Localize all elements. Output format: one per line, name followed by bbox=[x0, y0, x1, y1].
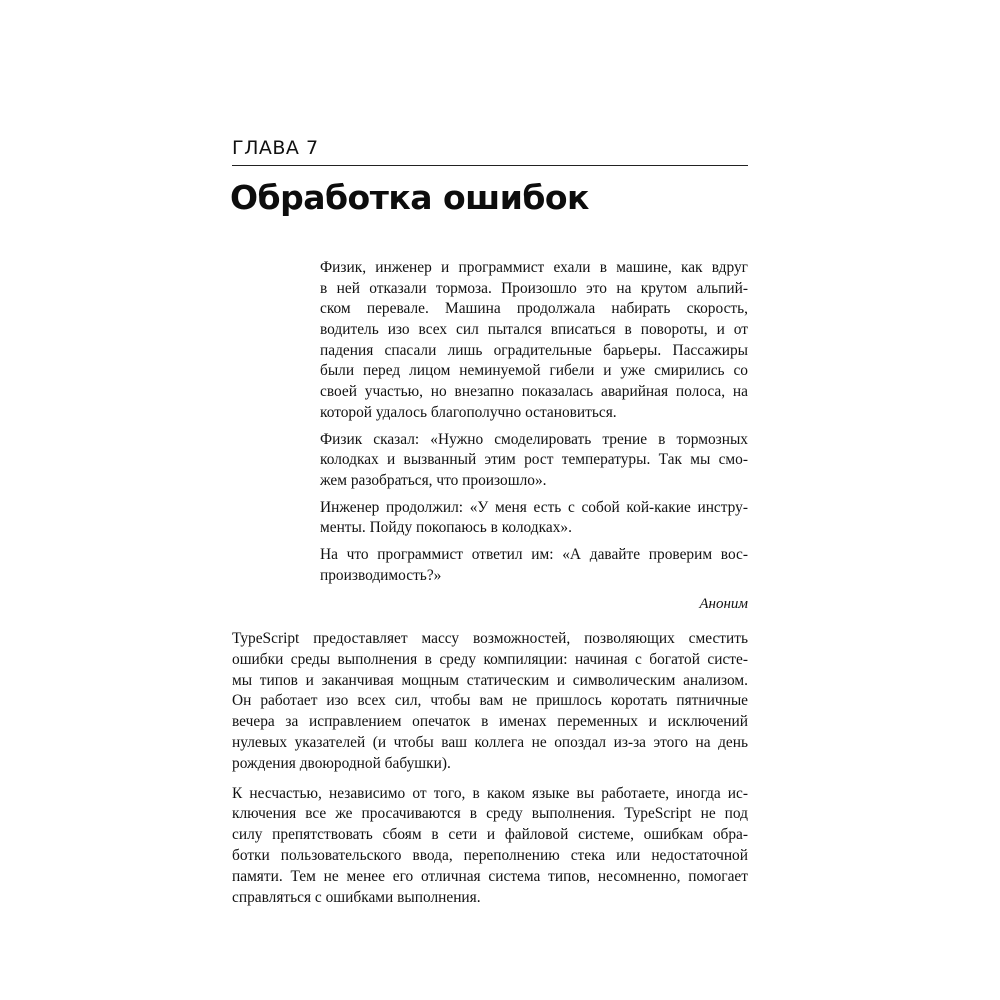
text-line: ключения все же просачиваются в среду выполнения. TypeScript не под bbox=[232, 805, 748, 823]
text-line: водитель изо всех сил пытался вписаться в повороты, и от bbox=[320, 321, 748, 339]
chapter-title: Обработка ошибок bbox=[230, 178, 589, 217]
text-line: справляться с ошибками выполнения. bbox=[232, 888, 481, 906]
text-line: в ней отказали тормоза. Произошло это на крутом альпий- bbox=[320, 279, 748, 297]
text-line: К несчастью, независимо от того, в каком языке вы работаете, иногда ис- bbox=[232, 784, 748, 802]
text-line: менты. Пойду покопаюсь в колодках». bbox=[320, 519, 572, 537]
text-line: производимость?» bbox=[320, 566, 442, 584]
epigraph-paragraphs bbox=[320, 258, 748, 586]
text-line: падения спасали лишь оградительные барьеры. Пассажиры bbox=[320, 341, 748, 359]
body-text bbox=[232, 629, 748, 917]
epigraph-paragraph bbox=[320, 258, 748, 424]
text-line: которой удалось благополучно остановиться. bbox=[320, 403, 617, 421]
text-line: рождения двоюродной бабушки). bbox=[232, 754, 451, 772]
text-line: мы типов и заканчивая мощным статическим и символическим анализом. bbox=[232, 671, 748, 689]
chapter-rule bbox=[232, 165, 748, 166]
text-line: своей участью, но внезапно показалась аварийная полоса, на bbox=[320, 383, 748, 401]
epigraph-author: Аноним bbox=[699, 596, 748, 613]
text-line: ском перевале. Машина продолжала набирать скорость, bbox=[320, 300, 748, 318]
epigraph-paragraph bbox=[320, 498, 748, 539]
epigraph bbox=[320, 258, 748, 614]
text-line: были перед лицом неминуемой гибели и уже смирились со bbox=[320, 362, 748, 380]
text-line: Инженер продолжил: «У меня есть с собой кой-какие инстру- bbox=[320, 498, 748, 516]
text-line: ошибки среды выполнения в среду компиляции: начиная с богатой систе- bbox=[232, 650, 748, 668]
text-line: Физик сказал: «Нужно смоделировать трение в тормозных bbox=[320, 430, 748, 448]
text-line: ботки пользовательского ввода, переполнению стека или недостаточной bbox=[232, 846, 748, 864]
text-line: колодках и вызванный этим рост температуры. Так мы смо- bbox=[320, 451, 748, 469]
text-line: нулевых указателей (и чтобы ваш коллега не опоздал из-за этого на день bbox=[232, 733, 748, 751]
text-line: вечера за исправлением опечаток в именах переменных и исключений bbox=[232, 713, 748, 731]
text-line: Физик, инженер и программист ехали в машине, как вдруг bbox=[320, 259, 748, 276]
chapter-label: ГЛАВА 7 bbox=[232, 137, 319, 159]
text-line: силу препятствовать сбоям в сети и файловой системе, ошибкам обра- bbox=[232, 826, 748, 844]
body-paragraph bbox=[232, 784, 748, 909]
text-line: На что программист ответил им: «А давайте проверим вос- bbox=[320, 545, 748, 563]
text-line: Он работает изо всех сил, чтобы вам не пришлось коротать пятничные bbox=[232, 692, 748, 710]
text-line: TypeScript предоставляет массу возможностей, позволяющих сместить bbox=[232, 630, 748, 647]
epigraph-paragraph bbox=[320, 430, 748, 492]
epigraph-paragraph bbox=[320, 545, 748, 586]
body-paragraph bbox=[232, 629, 748, 775]
text-line: памяти. Тем не менее его отличная система типов, несомненно, помогает bbox=[232, 867, 748, 885]
text-line: жем разобраться, что произошло». bbox=[320, 471, 547, 489]
